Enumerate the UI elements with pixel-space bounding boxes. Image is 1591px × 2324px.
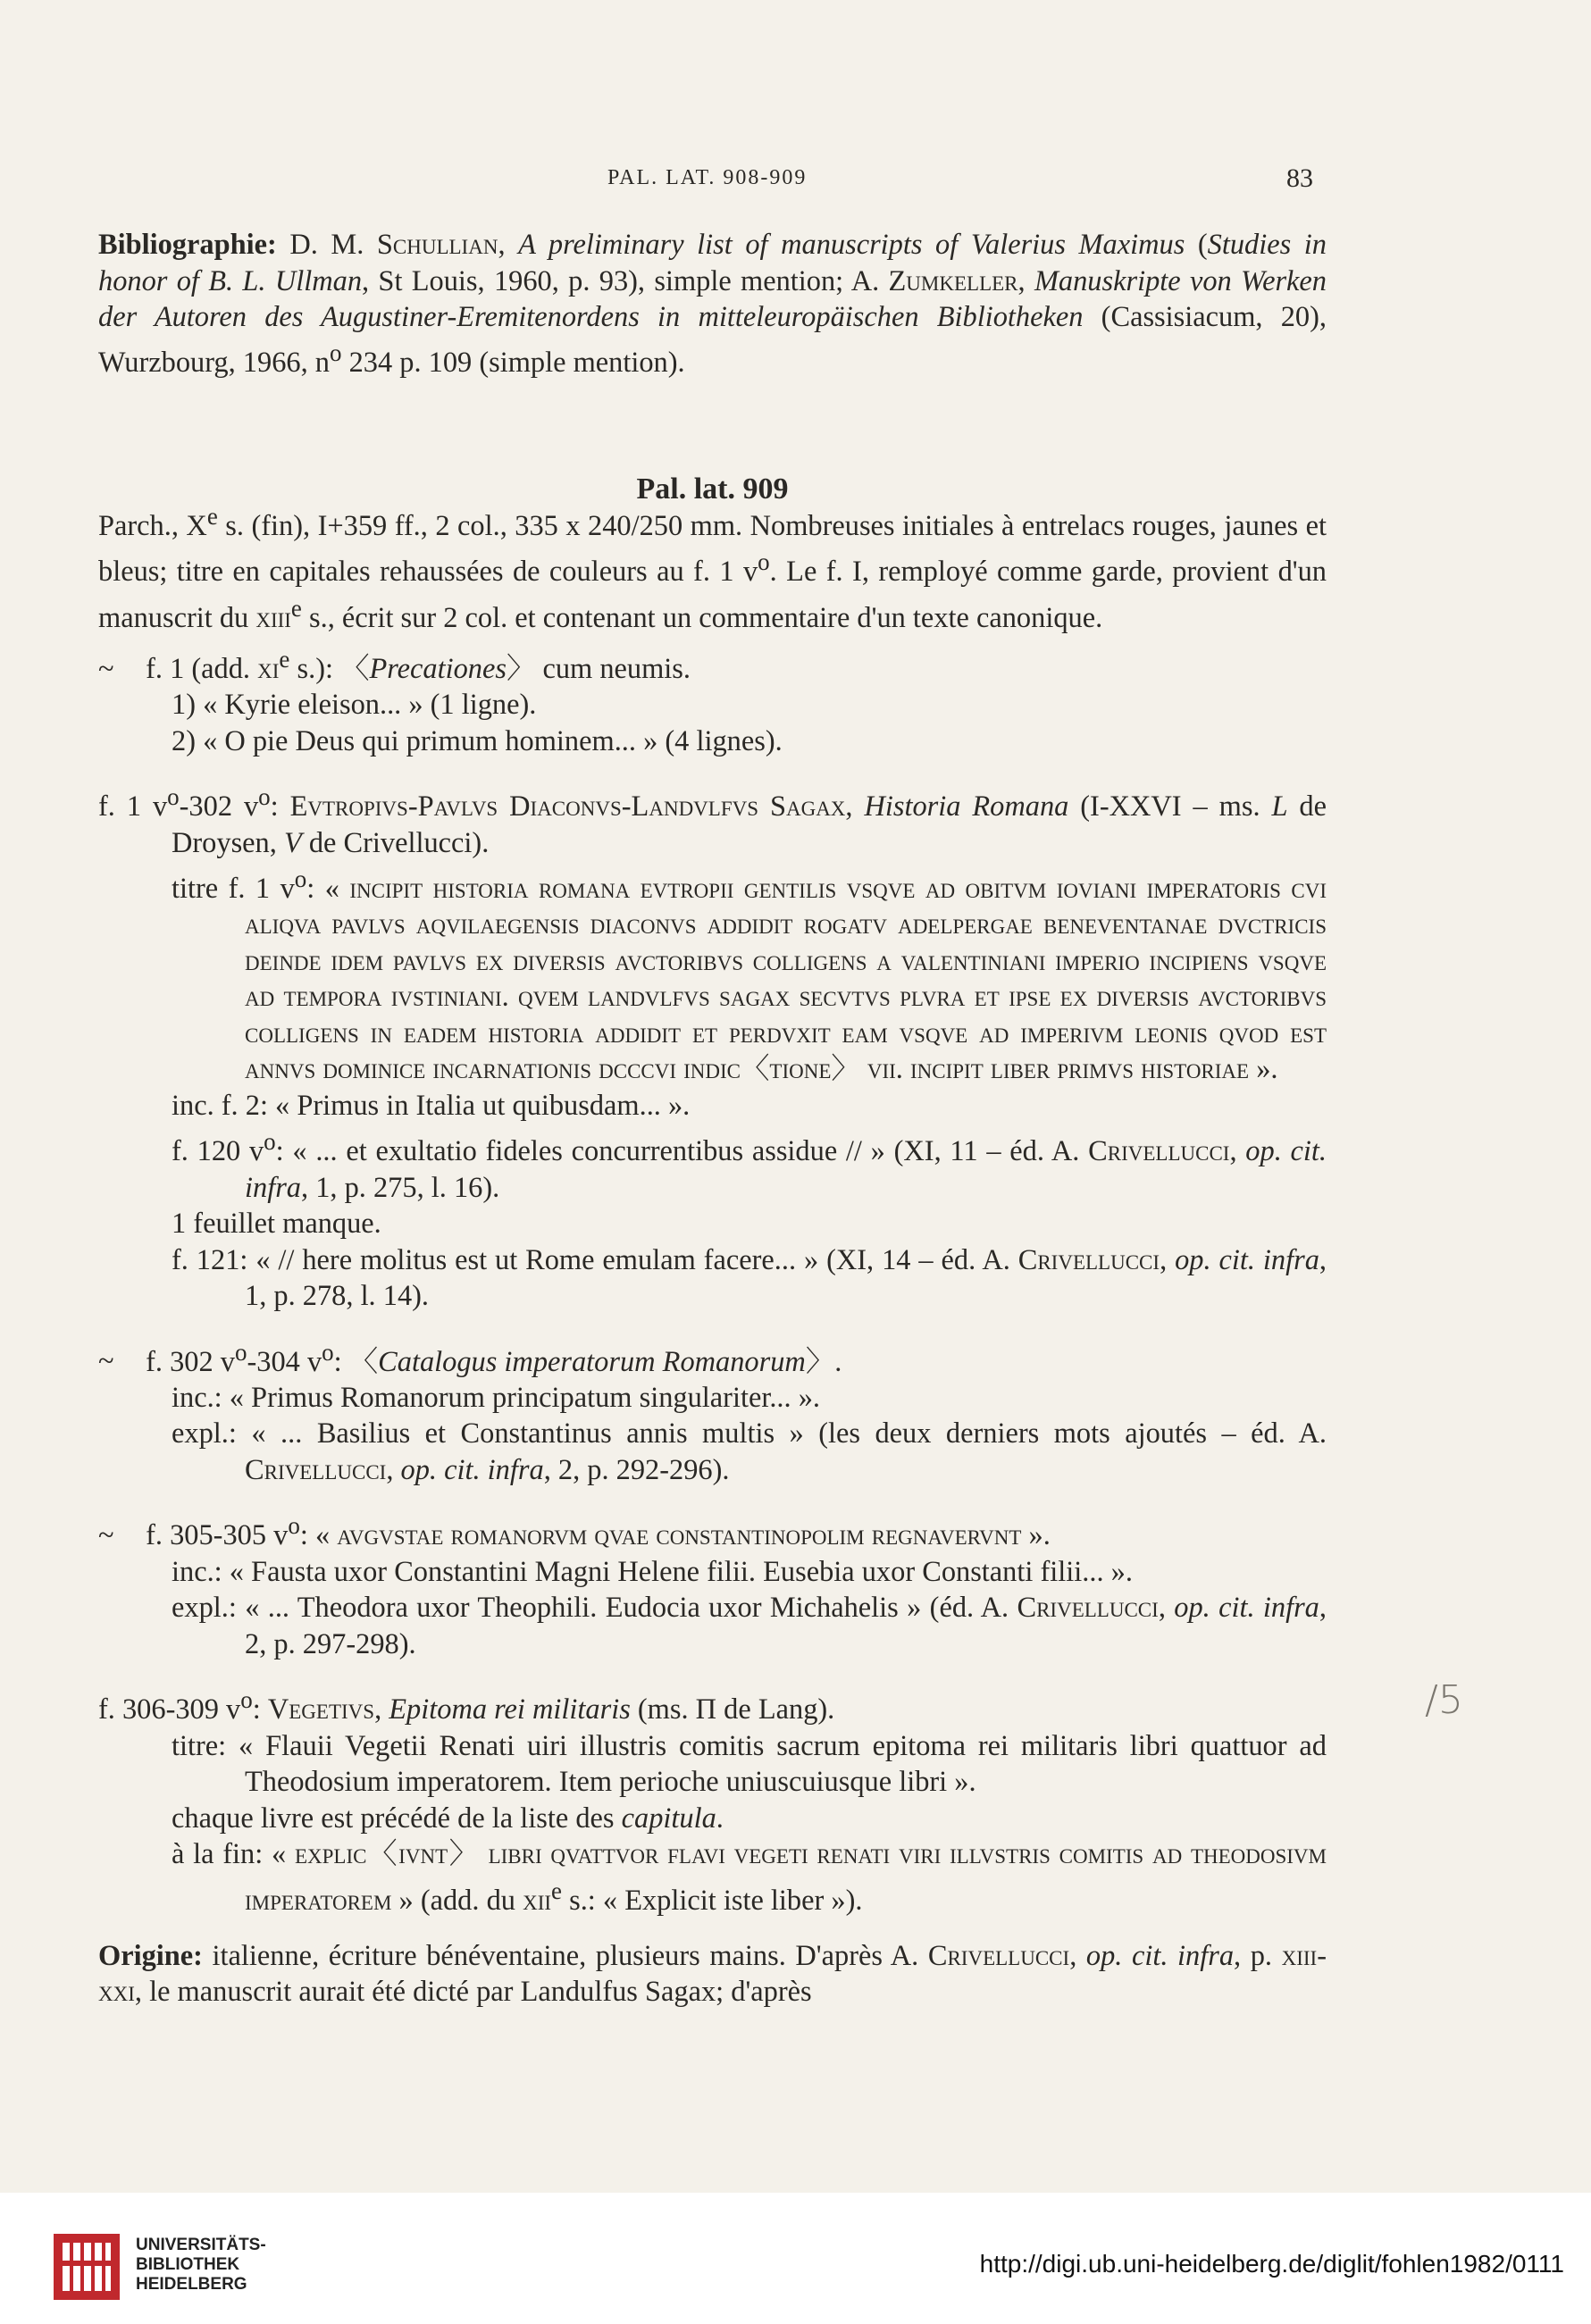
entry-line: inc.: « Primus Romanorum principatum singulariter... ». [172,1381,821,1414]
running-title: PAL. LAT. 908-909 [607,166,808,189]
entry-line: 1 feuillet manque. [172,1208,381,1241]
entry-line: 2) « O pie Deus qui primum hominem... » (4 lignes). [172,724,783,757]
bibliography-text: D. M. Schullian, A preliminary list of manuscripts of Valerius Maximus (Studies in honor of B. L. Ullman, St Louis, 1960, p. 93), simple mention; A. Zumkeller, Manuskripte von Werken der Autoren des Augustiner-Eremitenordens in mitteleuropäischen Bibliotheken (Cassisiacum, 20), Wurzbourg, 1966, $n^o$ 234 p. 109 (simple mention). [98,229,1327,380]
entry-line: chaque livre est précédé de la liste des capitula. [172,1802,724,1835]
origine-label: Origine: [98,1939,203,1972]
entry-head: ~ f. 1 (add. $xi^e$ s.): 〈Precationes〉 cum neumis. [98,646,691,685]
university-library-logo-icon [54,2234,120,2300]
entry-head: ~ f. 305-305 $v^o$: « avgvstae romanorvm qvae constantinopolim regnavervnt ». [98,1512,1051,1552]
entry-augustae [98,1508,1327,1662]
entry-vegetius [98,1682,1327,1919]
entry-line: inc. f. 2: « Primus in Italia ut quibusdam... ». [172,1089,691,1122]
entry-head: ~ f. 302 $v^o-304$ $v^o$: 〈Catalogus imperatorum Romanorum〉. [98,1338,842,1378]
entry-line: titre: « Flauii Vegetii Renati uiri illustris comitis sacrum epitoma rei militaris libri quattuor ad Theodosium imperatorem. Item perioche uniuscuiusque libri ». [172,1729,1327,1799]
entry-line: f. 120 $v^o$: « ... et exultatio fideles concurrentibus assidue // » (XI, 11 – éd. A. Crivellucci, op. cit. infra, 1, p. 275, l. 16). [172,1128,1327,1204]
manuscript-description [98,498,1327,636]
entry-catalogus [98,1334,1327,1489]
entry-line: expl.: « ... Basilius et Constantinus annis multis » (les deux derniers mots ajoutés – éd. A. Crivellucci, op. cit. infra, 2, p. 292-296). [172,1417,1327,1486]
description-text: Parch., Xe s. (fin), I+359 ff., 2 col., 335 x 240/250 mm. Nombreuses initiales à entrelacs rouges, jaunes et bleus; titre en capitales rehaussées de couleurs au f. 1 $v^o$. Le f. I, remployé comme garde, provient d'un manuscrit du xiii$^e$ s., écrit sur 2 col. et contenant un commentaire d'un texte canonique. [98,503,1327,634]
contents-list [98,641,1327,2011]
entry-historia-romana [98,779,1327,1314]
entry-head: f. 1 $v^o-302$ $v^o$: Evtropivs-Pavlvs Diaconvs-Landvlfvs Sagax, Historia Romana (I-XXVI – ms. L de Droysen, V de Crivellucci). [98,783,1327,859]
bibliography-paragraph [98,227,1327,381]
entry-head: f. 306-309 $v^o$: Vegetivs, Epitoma rei militaris (ms. Π de Lang). [98,1686,835,1726]
source-url-link[interactable]: http://digi.ub.uni-heidelberg.de/diglit/fohlen1982/0111 [979,2250,1564,2278]
entry-line: à la fin: « explic〈ivnt〉 libri qvattvor flavi vegeti renati viri illvstris comitis ad theodosivm imperatorem » (add. du xii$^e$ s.: « Explicit iste liber »). [172,1838,1327,1917]
entry-precationes [98,641,1327,759]
origine-paragraph [98,1938,1327,2011]
entry-line: inc.: « Fausta uxor Constantini Magni Helene filii. Eusebia uxor Constanti filii... ». [172,1555,1133,1588]
page-number: 83 [1286,163,1313,193]
section-title: Pal. lat. 909 [636,472,789,506]
origine-text: italienne, écriture bénéventaine, plusieurs mains. D'après A. Crivellucci, op. cit. infra, p. xiii-xxi, le manuscrit aurait été dicté par Landulfus Sagax; d'après [98,1939,1327,2009]
entry-line: titre f. 1 $v^o$: « incipit historia romana evtropii gentilis vsqve ad obitvm ioviani imperatoris cvi aliqva pavlvs aqvilaegensis diaconvs addidit rogatv adelpergae beneventanae dvctricis deinde idem pavlvs ex diversis avctoribvs colligens a valentiniani imperio incipiens vsqve ad tempora ivstiniani. qvem landvlfvs sagax secvtvs plvra et ipse ex diversis avctoribvs colligens in eadem historia addidit et perdvxit eam vsqve ad imperivm leonis qvod est annvs dominice incarnationis dcccvi indic〈tione〉 vii. incipit liber primvs historiae ». [172,865,1327,1086]
library-footer [0,2193,1591,2324]
entry-line: 1) « Kyrie eleison... » (1 ligne). [172,689,537,722]
entry-line: f. 121: « // here molitus est ut Rome emulam facere... » (XI, 14 – éd. A. Crivellucci, op. cit. infra, 1, p. 278, l. 14). [172,1243,1327,1313]
bibliography-label: Bibliographie: [98,229,277,261]
entry-line: expl.: « ... Theodora uxor Theophili. Eudocia uxor Michahelis » (éd. A. Crivellucci, op. cit. infra, 2, p. 297-298). [172,1592,1327,1660]
library-name: UNIVERSITÄTS- BIBLIOTHEK HEIDELBERG [136,2236,266,2294]
margin-pencil-note: /5 [1425,1677,1463,1723]
